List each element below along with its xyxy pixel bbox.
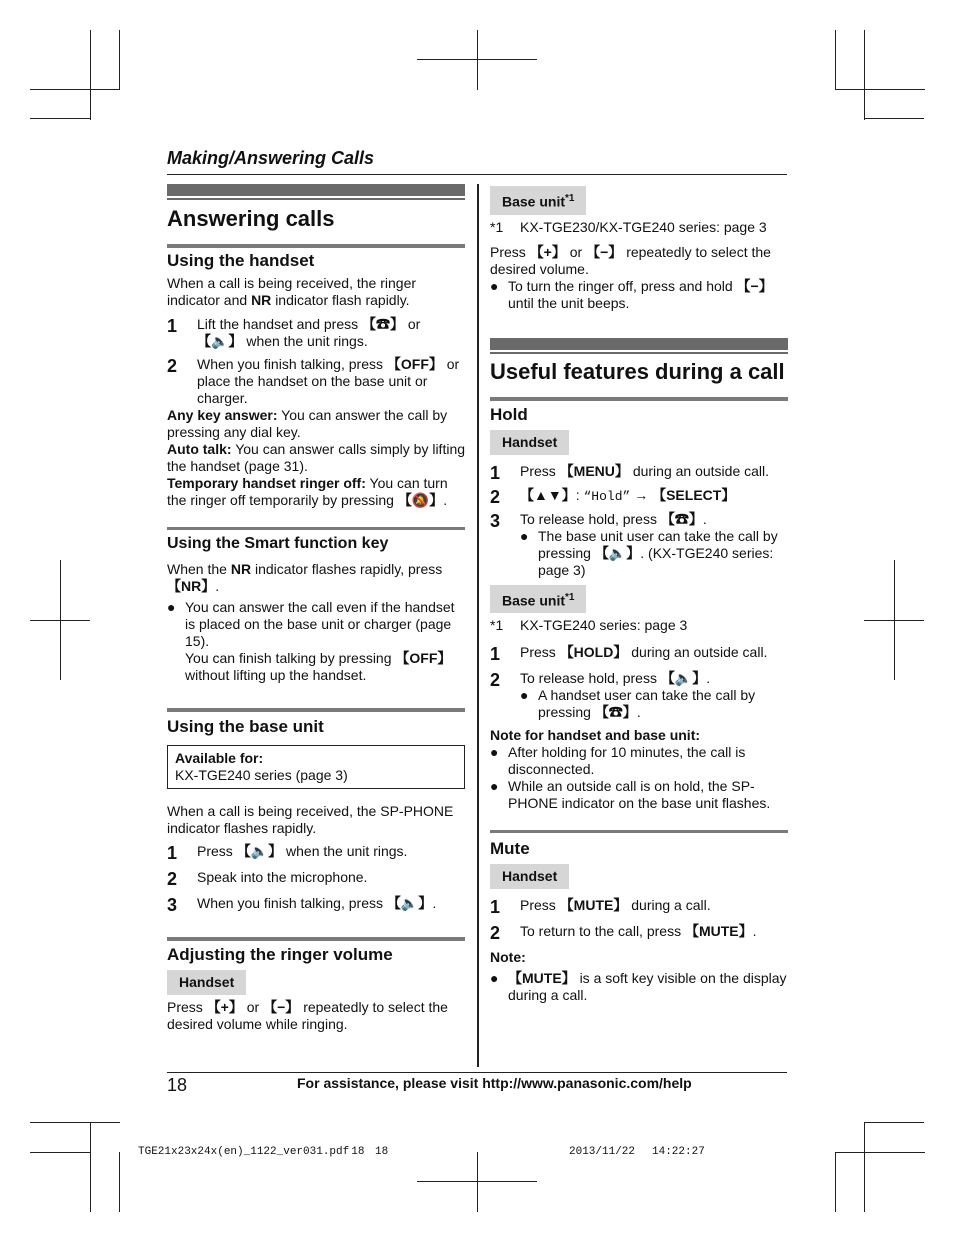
crop-mark [835,30,836,90]
ringer-text: Press 【+】 or 【−】 repeatedly to select the desired volume while ringing. [167,999,448,1032]
talk-key-icon: 【☎】 [362,316,404,332]
crop-mark [894,560,895,680]
minus-key-icon: 【−】 [263,999,300,1015]
plus-key-icon: 【+】 [529,243,566,260]
right-column [490,184,788,1004]
talk-key-icon: 【☎】 [660,510,703,527]
menu-key: 【MENU】 [559,462,629,479]
nr-icon: NR [230,561,252,577]
crop-mark [835,89,925,90]
base-ringer-bullet: ● To turn the ringer off, press and hold 【−】 until the unit beeps. [490,277,773,311]
temporary-ringer-off: Temporary handset ringer off: You can turn the ringer off temporarily by pressing 【🔕】. [167,475,448,508]
base-step-1: 1 Press 【🔈】 when the unit rings. [167,843,408,863]
footer-rule [167,1072,787,1073]
speaker-key-icon: 【🔈】 [197,333,243,349]
mute-key: 【MUTE】 [508,970,576,987]
ringer-off-icon: 【🔕】 [397,492,444,508]
talk-key-icon: 【☎】 [594,704,637,721]
crop-mark [30,89,120,90]
footnote: *1 KX-TGE240 series: page 3 [490,617,688,634]
crop-mark [835,1152,836,1212]
ringer-heading: Adjusting the ringer volume [167,945,393,964]
crop-mark [864,30,865,120]
handset-step-2: 2 When you finish talking, press 【OFF】 or place the handset on the base unit or charger. [167,356,460,406]
note-bullet-1: ● After holding for 10 minutes, the call is disconnected. [490,744,746,778]
mute-key: 【MUTE】 [559,897,628,914]
base-unit-tag: Base unit$^{*1}$ [490,186,586,215]
crop-mark [477,30,478,90]
crop-mark [119,1152,120,1212]
plus-key-icon: 【+】 [206,999,243,1015]
hold-key: 【HOLD】 [559,644,628,661]
mute-key: 【MUTE】 [684,923,753,940]
section-rule [167,937,465,941]
hold-heading: Hold [490,404,528,424]
handset-tag: Handset [167,970,246,995]
hold-step-3-bullet: ● The base unit user can take the call by pressing 【🔈】. (KX-TGE240 series: page 3) [520,527,778,578]
mute-step-1: 1 Press 【MUTE】 during a call. [490,897,711,918]
speaker-key-icon: 【🔈】 [236,843,283,859]
answering-calls-title: Answering calls [167,206,335,231]
header-rule [167,174,787,175]
off-key: 【OFF】 [386,356,443,372]
section-bar [167,184,465,196]
note-bullet-2: ● While an outside call is on hold, the SP-PHONE indicator on the base unit flashes. [490,778,771,812]
section-rule [490,397,788,401]
available-for-box: Available for: KX-TGE240 series (page 3) [167,745,465,789]
crop-mark [864,118,924,119]
minus-key-icon: 【−】 [736,277,773,294]
print-file: TGE21x23x24x(en)_1122_ver031.pdf 18 [138,1146,365,1158]
speaker-key-icon: 【🔈】 [386,895,433,911]
crop-mark [30,118,90,119]
crop-mark [90,30,91,120]
useful-features-title: Useful features during a call [490,358,785,384]
section-rule [167,244,465,248]
smart-intro: When the NR indicator flashes rapidly, press 【NR】. [167,561,443,594]
speaker-key-icon: 【🔈】 [660,670,707,687]
left-column [167,184,465,1033]
handset-intro: When a call is being received, the ringer indicator and NR indicator flash rapidly. [167,275,417,308]
handset-tag: Handset [490,864,569,889]
hold-base-step-2: 2 To release hold, press 【🔈】. ● A handset user can take the call by pressing 【☎】. [490,670,788,721]
base-step-2: 2 Speak into the microphone. [167,869,368,889]
note-heading: Note for handset and base unit: [490,727,701,744]
crop-mark [835,1152,925,1153]
handset-step-1: 1 Lift the handset and press 【☎】 or 【🔈】 when the unit rings. [167,316,421,349]
crop-mark [119,30,120,90]
crop-mark [864,1122,924,1123]
nr-icon: NR [251,292,272,308]
hold-base-step-1: 1 Press 【HOLD】 during an outside call. [490,644,768,665]
crop-mark [60,560,61,680]
hold-step-1: 1 Press 【MENU】 during an outside call. [490,462,770,483]
crop-mark [90,1122,91,1212]
crop-mark [30,1152,90,1153]
select-key: 【SELECT】 [652,486,736,503]
minus-key-icon: 【−】 [586,243,623,260]
hold-step-3: 3 To release hold, press 【☎】. ● The base unit user can take the call by pressing 【🔈】. (KX-TGE240 series: page 3) [490,511,788,579]
crop-mark [30,1122,120,1123]
smart-heading: Using the Smart function key [167,535,389,552]
mute-note-label: Note: [490,949,526,966]
section-bar-thin [490,352,788,354]
section-rule [167,527,465,530]
base-intro: When a call is being received, the SP-PHONE indicator flashes rapidly. [167,803,454,836]
smart-bullet: ● You can answer the call even if the handset is placed on the base unit or charger (page 15). You can finish talking by pressing 【OFF】 without lifting up the handset. [167,599,455,683]
updown-key-icon: 【▲▼】 [520,486,576,503]
arrow-icon: → [634,486,649,503]
footnote: *1 KX-TGE230/KX-TGE240 series: page 3 [490,218,767,235]
print-date: 2013/11/22 [569,1146,636,1158]
speaker-key-icon: 【🔈】 [594,544,641,561]
auto-talk: Auto talk: You can answer calls simply by lifting the handset (page 31). [167,441,466,474]
section-rule [490,830,788,833]
hold-base-step-2-bullet: ● A handset user can take the call by pressing 【☎】. [520,687,756,721]
section-bar-thin [167,198,465,200]
handset-tag: Handset [490,430,569,455]
base-ringer-text: Press 【+】 or 【−】 repeatedly to select the desired volume. [490,243,771,277]
print-page: 18 [375,1146,389,1158]
page-number: 18 [167,1075,188,1095]
off-key: 【OFF】 [395,650,452,666]
base-step-3: 3 When you finish talking, press 【🔈】. [167,895,437,915]
handset-heading: Using the handset [167,251,315,270]
nr-key-icon: 【NR】 [167,578,216,594]
section-bar [490,338,788,350]
base-unit-tag: Base unit$^{*1}$ [490,585,586,614]
column-divider [477,184,479,1067]
crop-mark [477,1152,478,1212]
mute-note-bullet: ● 【MUTE】 is a soft key visible on the display during a call. [490,970,787,1004]
base-heading: Using the base unit [167,717,324,736]
hold-step-2: 2 【▲▼】: “Hold” → 【SELECT】 [490,486,736,507]
footer-help-link[interactable]: For assistance, please visit http://www.panasonic.com/help [297,1075,692,1091]
crop-mark [864,1122,865,1212]
mute-heading: Mute [490,839,530,859]
any-key-answer: Any key answer: You can answer the call by pressing any dial key. [167,407,448,440]
print-time: 14:22:27 [652,1146,705,1158]
mute-step-2: 2 To return to the call, press 【MUTE】. [490,923,757,944]
page-header: Making/Answering Calls [167,148,375,168]
section-rule [167,708,465,712]
